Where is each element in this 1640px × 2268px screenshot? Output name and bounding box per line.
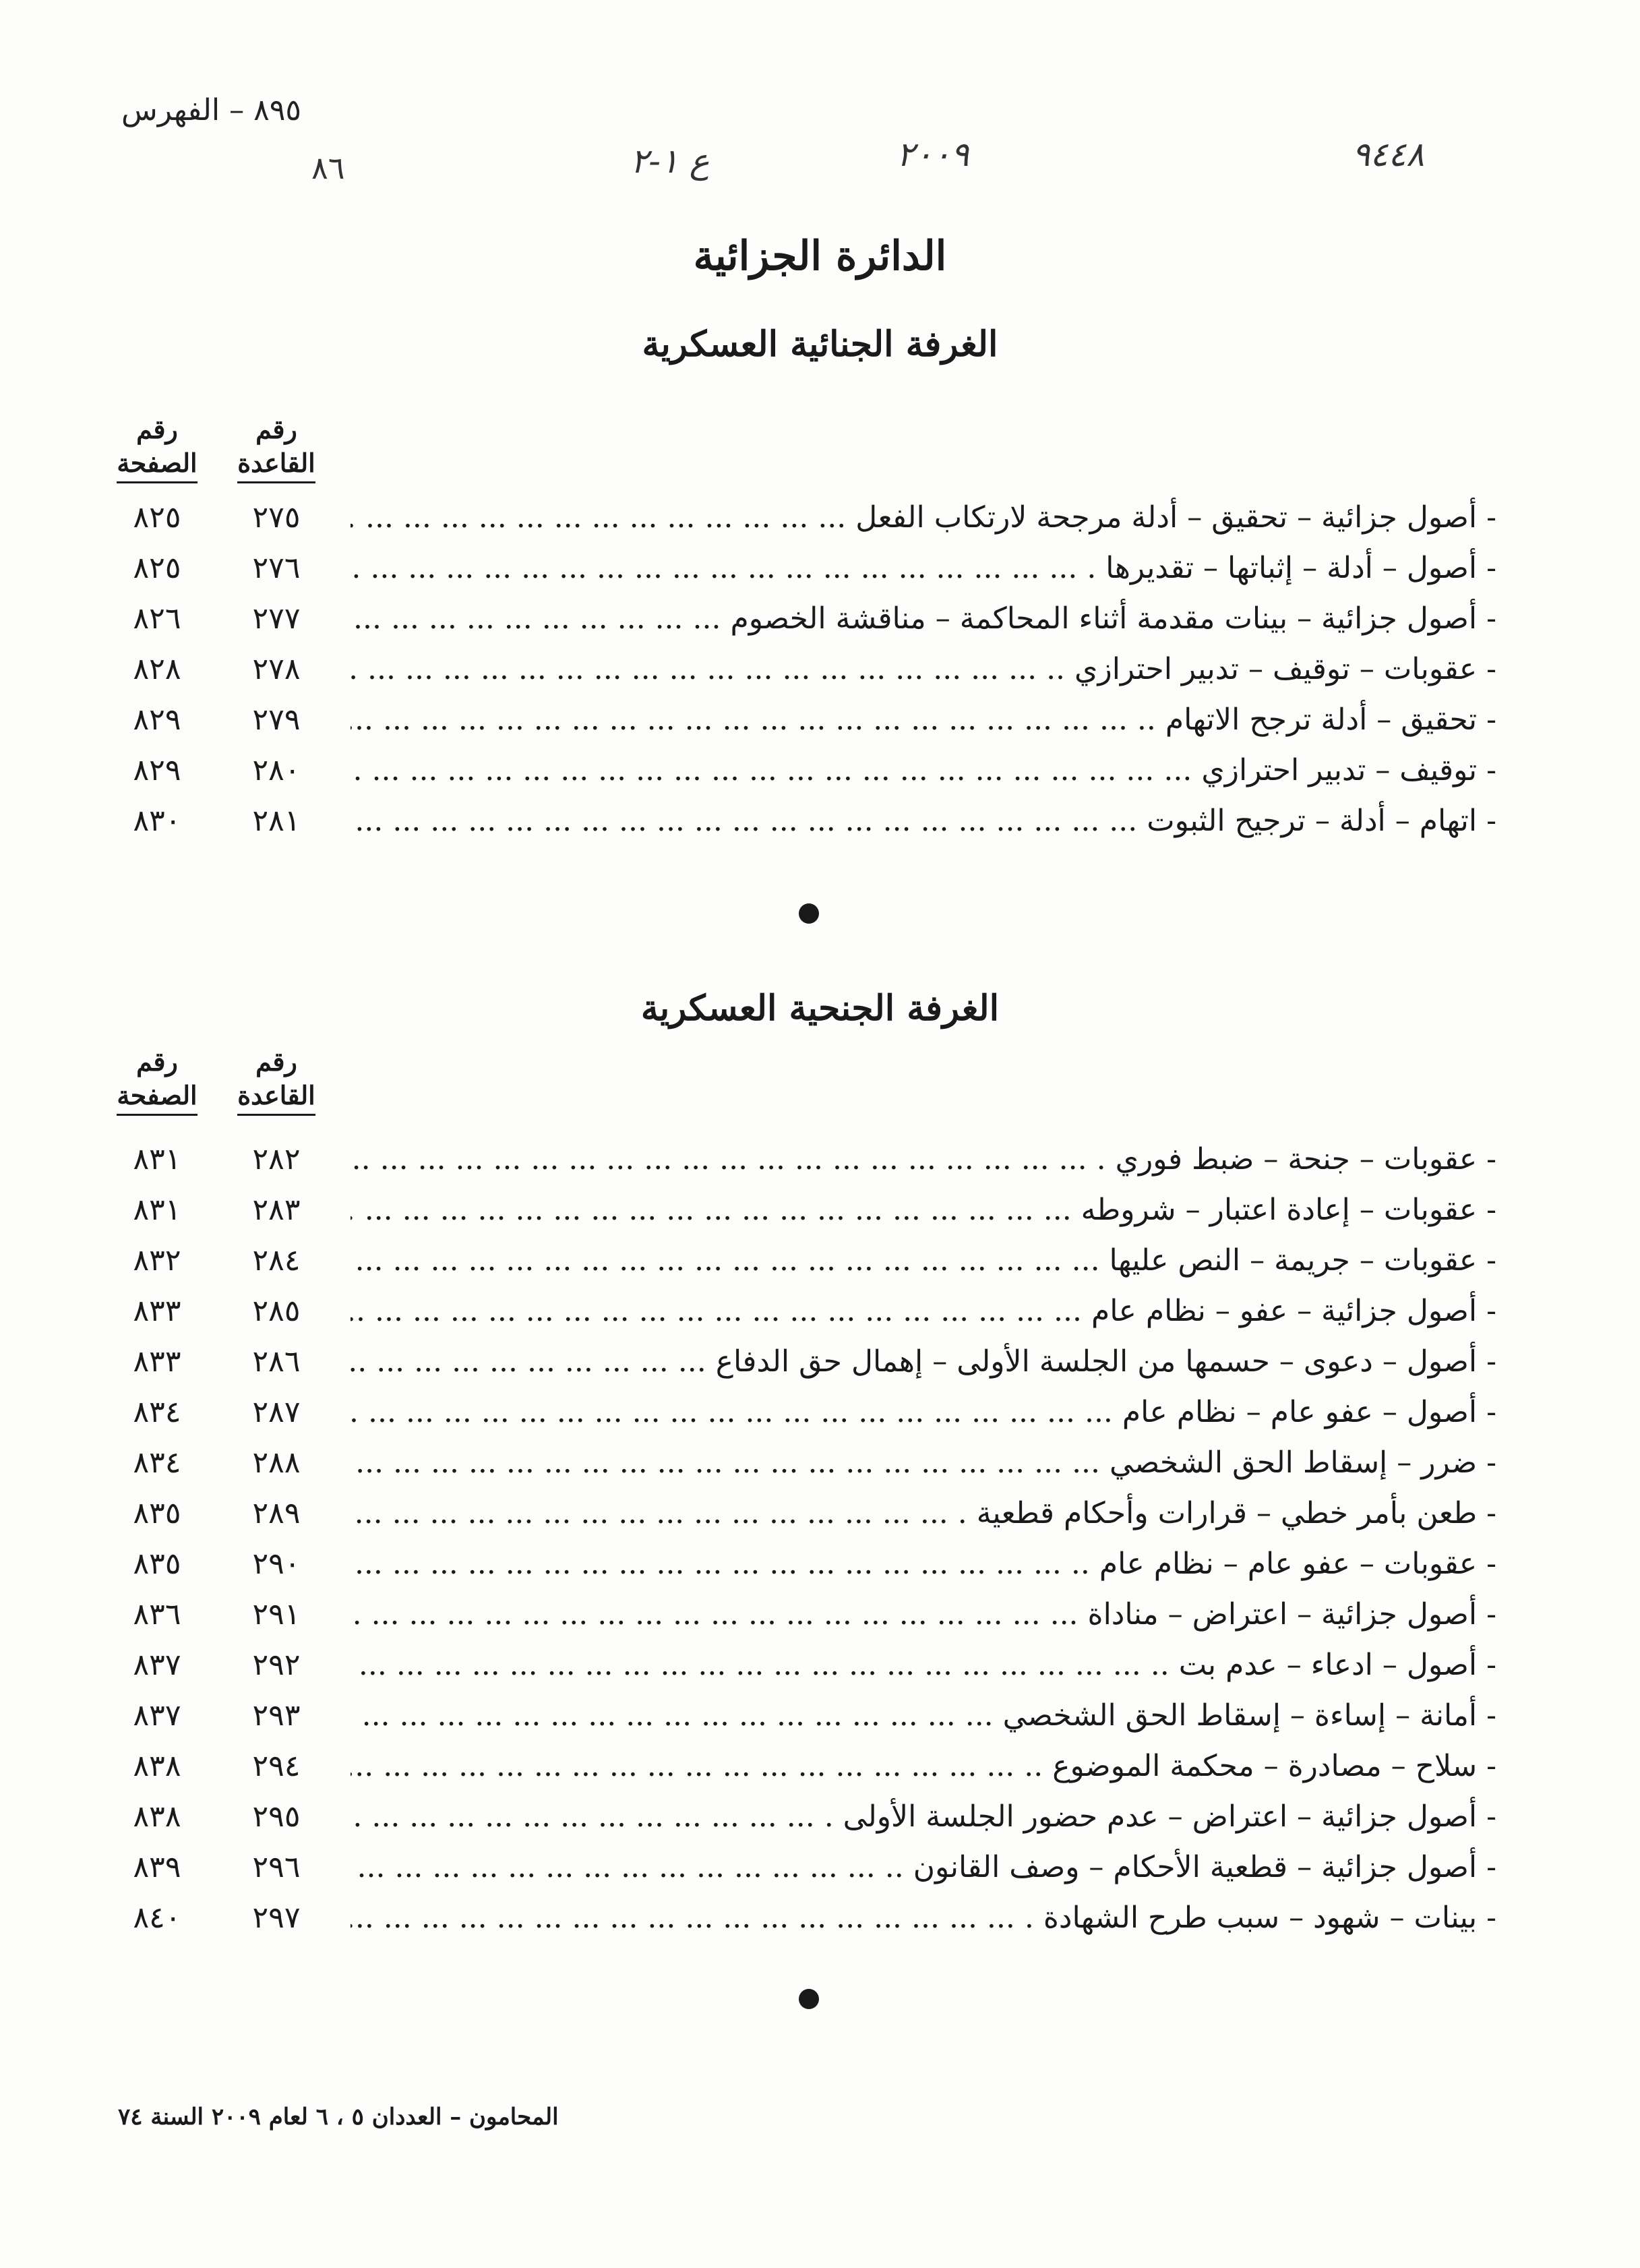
entry-rule-number: ٢٩١	[252, 1597, 301, 1632]
index-entry	[0, 1488, 1640, 1539]
rule-header-line1: رقم	[255, 1046, 297, 1077]
handwritten-page-ref: ٨٦	[311, 150, 345, 186]
index-entry	[0, 694, 1640, 745]
index-entry	[0, 1235, 1640, 1286]
entry-page-number: ٨٢٥	[133, 551, 181, 585]
entry-rule-number: ٢٨٠	[252, 753, 301, 787]
entry-rule-number: ٢٨٥	[252, 1294, 301, 1328]
index-entry	[0, 796, 1640, 846]
index-entry	[0, 644, 1640, 694]
entry-rule-number: ٢٨٣	[252, 1193, 301, 1227]
entry-page-number: ٨٣٧	[133, 1648, 181, 1682]
entry-page-number: ٨٣٣	[133, 1294, 181, 1328]
entry-description: - أصول – ادعاء – عدم بت .. ... .	[351, 1640, 1496, 1690]
entry-page-number: ٨٣٥	[133, 1547, 181, 1581]
entry-rule-number: ٢٨٢	[252, 1142, 301, 1176]
entry-description: - طعن بأمر خطي – قرارات وأحكام قطعية . ... .	[351, 1488, 1496, 1539]
entry-description: - بينات – شهود – سبب طرح الشهادة . ... .	[351, 1892, 1496, 1943]
index-entry	[0, 745, 1640, 796]
index-entry	[0, 1640, 1640, 1690]
rule-column-header	[226, 1045, 327, 1116]
index-entry	[0, 1791, 1640, 1842]
entry-page-number: ٨٣١	[133, 1193, 181, 1227]
entry-page-number: ٨٣٠	[133, 804, 181, 838]
entry-rule-number: ٢٨٦	[252, 1344, 301, 1379]
index-entry	[0, 1741, 1640, 1791]
entry-description: - عقوبات – جنحة – ضبط فوري . ... .	[351, 1134, 1496, 1185]
rule-header-line2: القاعدة	[237, 1079, 315, 1116]
entry-page-number: ٨٣٦	[133, 1597, 181, 1632]
entry-page-number: ٨٢٩	[133, 703, 181, 737]
page-header-line2: الصفحة	[117, 446, 197, 483]
index-entry	[0, 1336, 1640, 1387]
section-title-misdemeanor: الغرفة الجنحية العسكرية	[640, 988, 1000, 1029]
entry-description: - أصول – عفو عام – نظام عام ... .	[351, 1387, 1496, 1437]
entry-description: - أصول – دعوى – حسمها من الجلسة الأولى – إهمال حق الدفاع ... .	[351, 1336, 1496, 1387]
rule-header-line1: رقم	[255, 414, 297, 444]
entry-rule-number: ٢٩٠	[252, 1547, 301, 1581]
entry-rule-number: ٢٨٨	[252, 1445, 301, 1480]
index-entry	[0, 543, 1640, 593]
entries-criminal	[0, 492, 1640, 846]
entry-rule-number: ٢٩٤	[252, 1749, 301, 1783]
entry-rule-number: ٢٧٧	[252, 601, 301, 636]
section-separator-dot	[799, 1989, 819, 2009]
entry-rule-number: ٢٨٤	[252, 1243, 301, 1278]
entry-rule-number: ٢٧٦	[252, 551, 301, 585]
page-title: الدائرة الجزائية	[693, 233, 947, 280]
handwritten-year: ٢٠٠٩	[897, 135, 969, 174]
entry-page-number: ٨٣١	[133, 1142, 181, 1176]
entry-page-number: ٨٤٠	[133, 1901, 181, 1935]
entry-rule-number: ٢٩٢	[252, 1648, 301, 1682]
section-title-criminal: الغرفة الجنائية العسكرية	[642, 324, 998, 365]
entry-description: - تحقيق – أدلة ترجح الاتهام .. ... .	[351, 694, 1496, 745]
entry-page-number: ٨٣٧	[133, 1698, 181, 1733]
index-entry	[0, 1589, 1640, 1640]
entry-rule-number: ٢٧٨	[252, 652, 301, 686]
page-column-header	[107, 413, 208, 483]
page-footer: المحامون – العددان ٥ ، ٦ لعام ٢٠٠٩ السنة ٧٤	[118, 2103, 559, 2130]
index-entry	[0, 1842, 1640, 1892]
entry-description: - أصول جزائية – تحقيق – أدلة مرجحة لارتكاب الفعل ... .	[351, 492, 1496, 543]
entry-description: - أصول جزائية – اعتراض – مناداة ... .	[351, 1589, 1496, 1640]
entry-rule-number: ٢٩٧	[252, 1901, 301, 1935]
entry-page-number: ٨٢٦	[133, 601, 181, 636]
index-entry	[0, 1437, 1640, 1488]
entry-page-number: ٨٣٩	[133, 1850, 181, 1884]
entry-page-number: ٨٣٨	[133, 1749, 181, 1783]
entry-page-number: ٨٢٨	[133, 652, 181, 686]
entry-rule-number: ٢٧٩	[252, 703, 301, 737]
entry-rule-number: ٢٨٩	[252, 1496, 301, 1530]
entry-page-number: ٨٢٩	[133, 753, 181, 787]
entry-description: - عقوبات – عفو عام – نظام عام .. ... .	[351, 1539, 1496, 1589]
entry-description: - أصول جزائية – عفو – نظام عام ... .	[351, 1286, 1496, 1336]
running-head: ٨٩٥ – الفهرس	[121, 93, 302, 127]
section-separator-dot	[799, 903, 819, 924]
index-entry	[0, 1387, 1640, 1437]
rule-column-header	[226, 413, 327, 483]
entry-description: - عقوبات – جريمة – النص عليها ... .	[351, 1235, 1496, 1286]
entry-page-number: ٨٣٢	[133, 1243, 181, 1278]
page-header-line2: الصفحة	[117, 1079, 197, 1116]
entry-page-number: ٨٣٤	[133, 1445, 181, 1480]
page-column-header	[107, 1045, 208, 1116]
index-entry	[0, 593, 1640, 644]
entry-description: - عقوبات – إعادة اعتبار – شروطه ... .	[351, 1185, 1496, 1235]
rule-header-line2: القاعدة	[237, 446, 315, 483]
entry-rule-number: ٢٩٥	[252, 1799, 301, 1834]
entry-page-number: ٨٣٥	[133, 1496, 181, 1530]
entry-rule-number: ٢٨١	[252, 804, 301, 838]
index-entry	[0, 492, 1640, 543]
entry-description: - أصول – أدلة – إثباتها – تقديرها . ... .	[351, 543, 1496, 593]
entry-description: - سلاح – مصادرة – محكمة الموضوع .. ... .	[351, 1741, 1496, 1791]
entries-misdemeanor	[0, 1134, 1640, 1943]
handwritten-issue: ع ١-٢	[630, 142, 710, 181]
index-entry	[0, 1539, 1640, 1589]
entry-description: - عقوبات – توقيف – تدبير احترازي .. ... .	[351, 644, 1496, 694]
index-entry	[0, 1134, 1640, 1185]
index-entry	[0, 1892, 1640, 1943]
entry-rule-number: ٢٩٦	[252, 1850, 301, 1884]
entry-page-number: ٨٣٤	[133, 1395, 181, 1429]
entry-rule-number: ٢٩٣	[252, 1698, 301, 1733]
entry-description: - أصول جزائية – قطعية الأحكام – وصف القانون .. ... .	[351, 1842, 1496, 1892]
entry-rule-number: ٢٧٥	[252, 500, 301, 535]
entry-page-number: ٨٢٥	[133, 500, 181, 535]
entry-page-number: ٨٣٣	[133, 1344, 181, 1379]
index-entry	[0, 1286, 1640, 1336]
entry-description: - أمانة – إساءة – إسقاط الحق الشخصي ... .	[351, 1690, 1496, 1741]
entry-description: - أصول جزائية – اعتراض – عدم حضور الجلسة الأولى . ... .	[351, 1791, 1496, 1842]
entry-description: - ضرر – إسقاط الحق الشخصي ... .	[351, 1437, 1496, 1488]
entry-description: - اتهام – أدلة – ترجيح الثبوت ... .	[351, 796, 1496, 846]
page-header-line1: رقم	[136, 414, 178, 444]
index-entry	[0, 1690, 1640, 1741]
index-entry	[0, 1185, 1640, 1235]
entry-description: - أصول جزائية – بينات مقدمة أثناء المحاكمة – مناقشة الخصوم ... .	[351, 593, 1496, 644]
handwritten-number: ٩٤٤٨	[1352, 135, 1424, 174]
page-header-line1: رقم	[136, 1046, 178, 1077]
entry-page-number: ٨٣٨	[133, 1799, 181, 1834]
entry-rule-number: ٢٨٧	[252, 1395, 301, 1429]
entry-description: - توقيف – تدبير احترازي ... .	[351, 745, 1496, 796]
